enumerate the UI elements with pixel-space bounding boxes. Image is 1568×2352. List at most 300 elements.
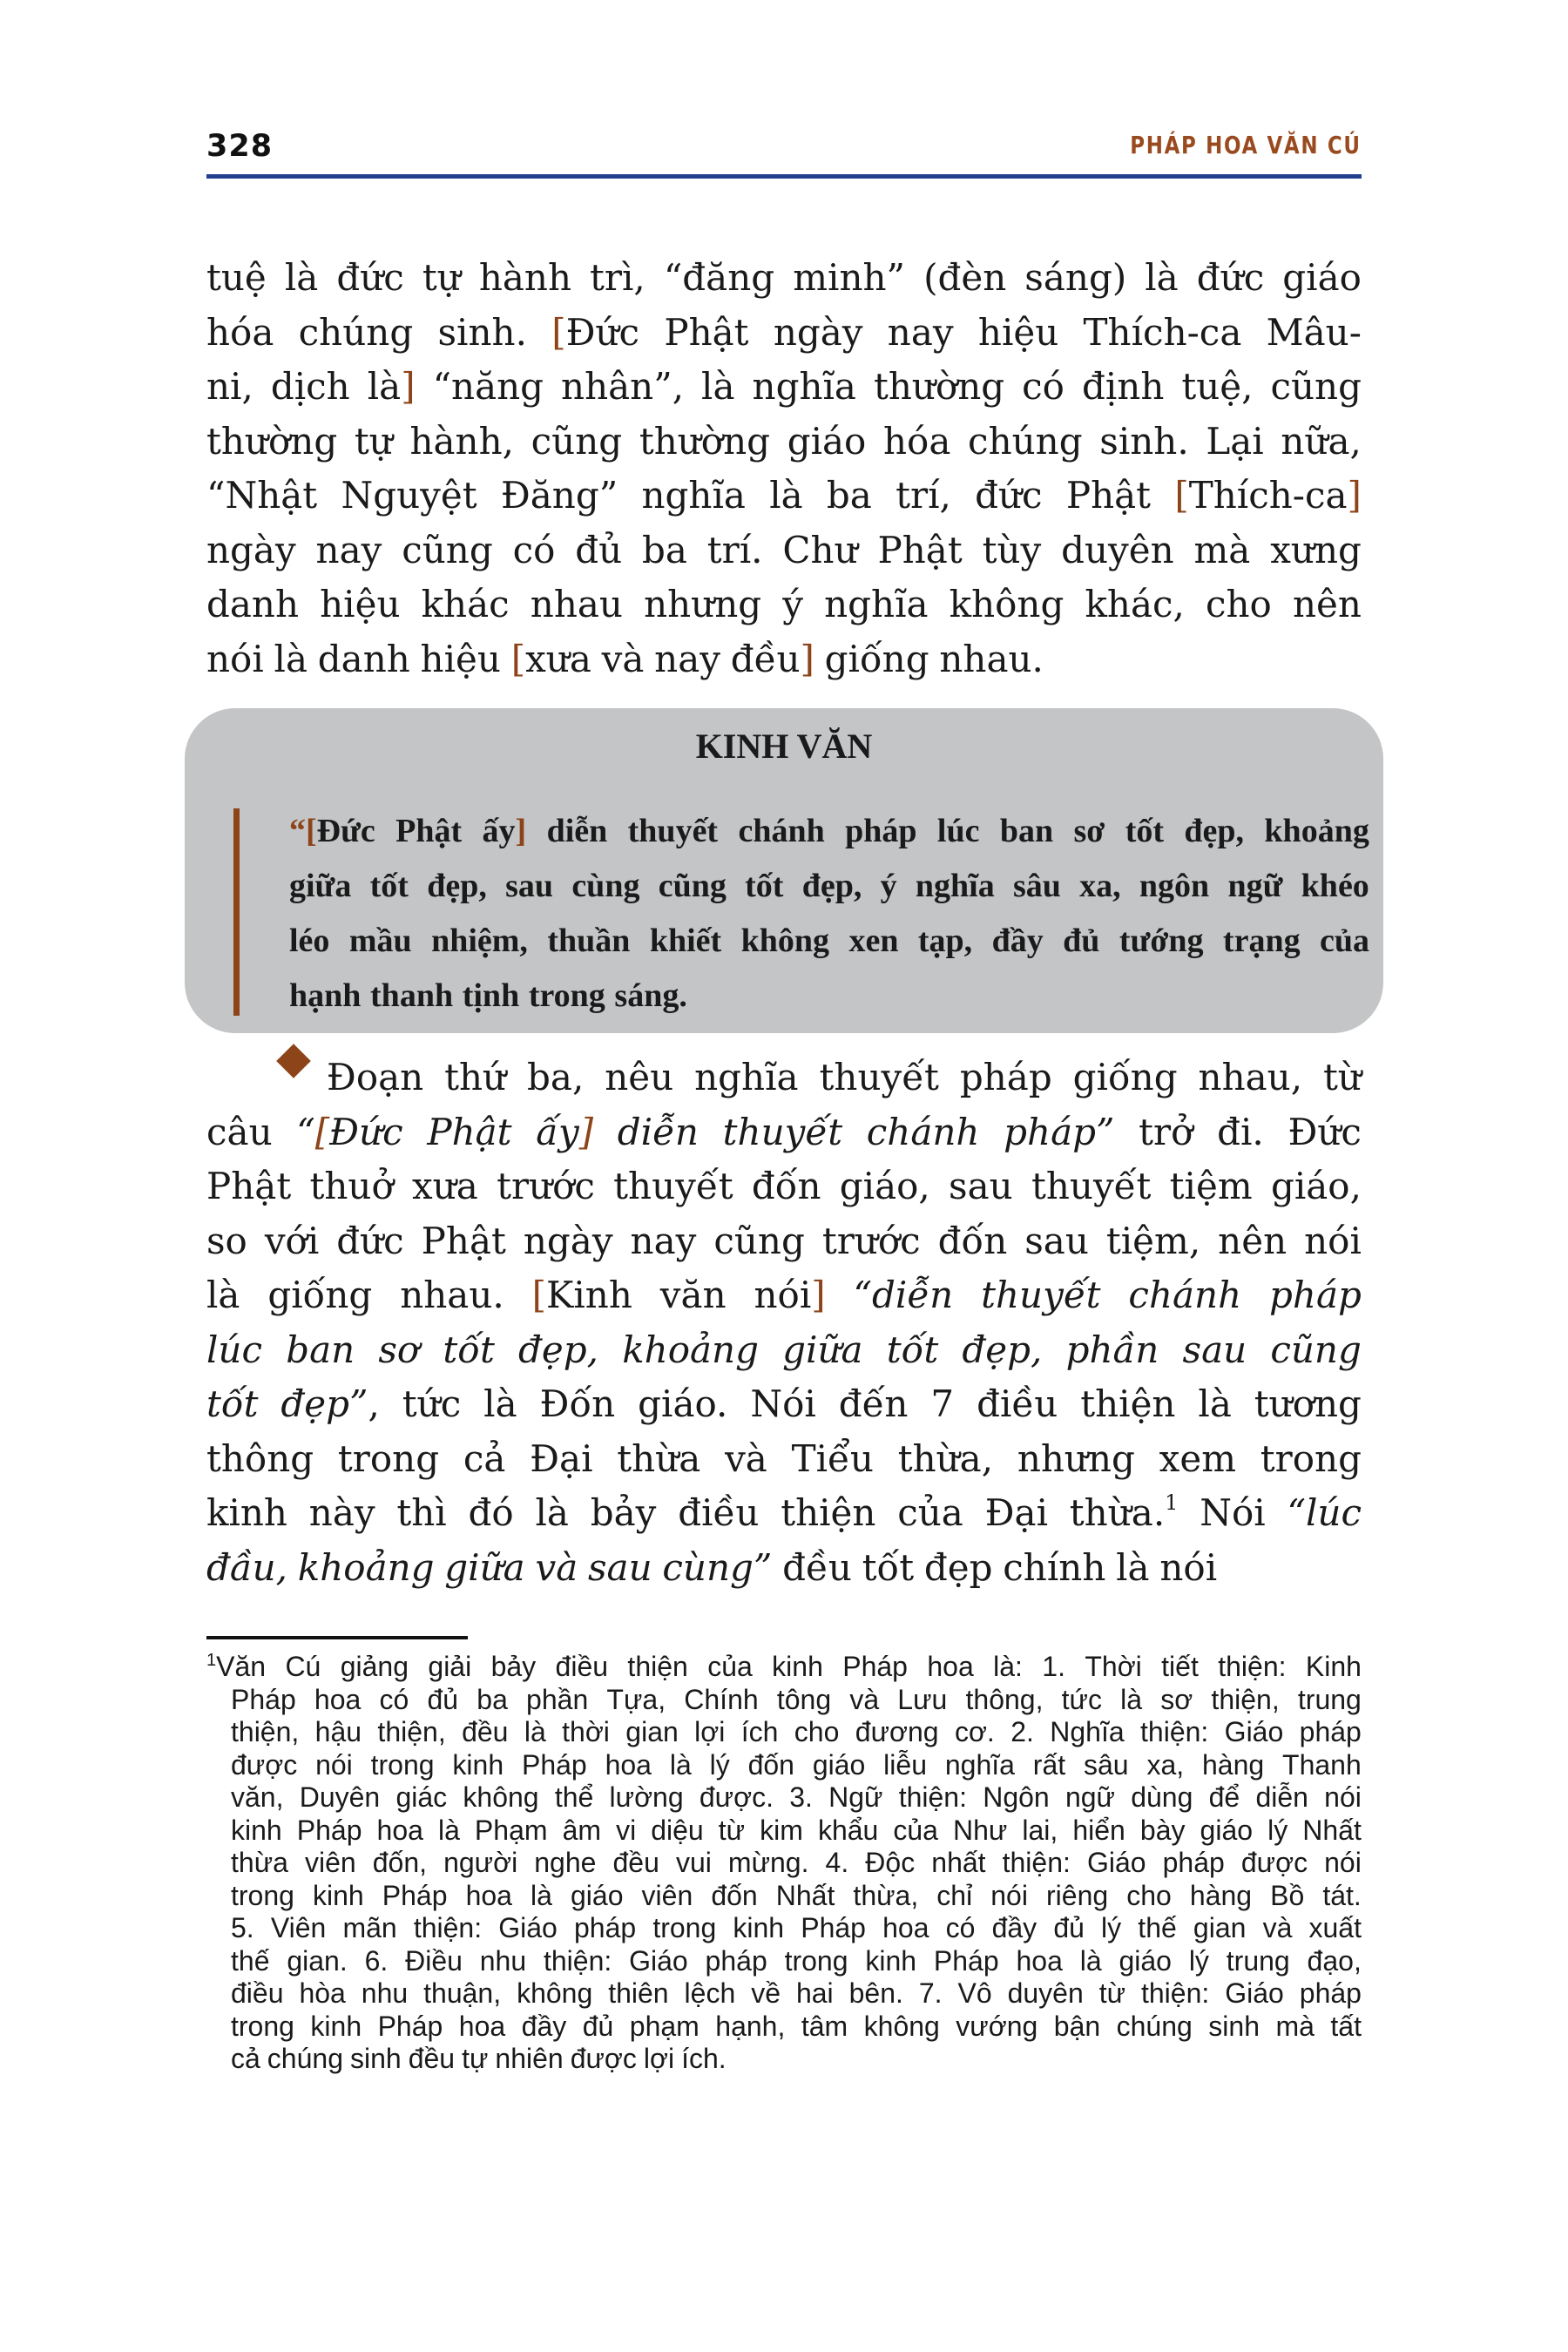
text-run: tốt [886, 1328, 939, 1371]
text-run: cũng [1270, 365, 1362, 408]
text-run: chánh [1128, 1274, 1242, 1316]
text-run: ban [999, 813, 1054, 849]
text-run: nói [1304, 1219, 1362, 1262]
text-run: đẹp, [962, 1328, 1043, 1371]
text-run: đẹp” [280, 1382, 368, 1425]
text-run: nay [315, 528, 382, 571]
text-run: hiệu [420, 637, 501, 680]
footnote-marker: 1 [206, 1651, 217, 1670]
text-line [206, 1214, 1362, 1269]
footnote-line: thiện, hậu thiện, đều là thời gian lợi ích cho đương cơ. 2. Nghĩa thiện: Giáo pháp [231, 1716, 1362, 1747]
text-line [206, 524, 1362, 578]
text-run: khác, [1085, 583, 1185, 625]
text-run: Nói [750, 1382, 816, 1425]
footnote-ref: 1 [1165, 1490, 1179, 1515]
text-run: cùng [571, 868, 640, 904]
text-run: khoảng [1264, 813, 1369, 849]
text-run: xen [848, 923, 899, 959]
text-run: xa, [1079, 868, 1121, 904]
text-run: nêu [605, 1056, 674, 1098]
footnote-line: văn, Duyên giác không thể lường được. 3. Ngữ thiện: Ngôn ngữ dùng để diễn nói [231, 1781, 1362, 1813]
text-run: tự [422, 256, 461, 299]
text-run: thường [873, 365, 1005, 408]
text-run: ba [642, 528, 687, 571]
text-run: thuyết [722, 1110, 843, 1153]
text-run: giữa [444, 1545, 525, 1589]
text-run: cũng [713, 1219, 805, 1262]
text-run: sau [505, 868, 554, 904]
text-run: thừa. [1069, 1491, 1166, 1534]
running-title: PHÁP HOA VĂN CÚ [1130, 131, 1362, 159]
text-run: tiệm [1169, 1165, 1253, 1207]
text-run: đẹp, [518, 1328, 599, 1371]
header-rule [206, 174, 1362, 179]
text-run: hạnh [289, 977, 362, 1014]
text-line [206, 469, 1362, 524]
text-run: tức [402, 1382, 462, 1425]
text-run: ba [826, 474, 872, 517]
text-run: ngữ [1227, 868, 1283, 904]
text-run: tốt [862, 1545, 915, 1589]
editorial-bracket: [ [1174, 474, 1189, 517]
text-run: lúc [206, 1328, 263, 1371]
text-run: Đăng” [500, 474, 618, 517]
text-run: nhiệm, [431, 923, 528, 959]
text-run: danh [206, 583, 300, 625]
text-run: Phật [664, 310, 749, 354]
text-run: là [1116, 1545, 1150, 1589]
text-run: thuở [309, 1165, 394, 1207]
text-run: sau [1182, 1328, 1247, 1371]
text-run: Nguyệt [341, 474, 477, 517]
text-run: sơ [378, 1328, 420, 1371]
text-run: xưng [1270, 528, 1362, 571]
text-run: câu [206, 1110, 273, 1153]
text-run: nhân”, [561, 365, 685, 408]
text-run: ban [286, 1328, 355, 1371]
text-line [289, 969, 1369, 1024]
text-run: dịch [270, 365, 350, 408]
editorial-bracket: ] [515, 813, 527, 849]
text-run: khác [421, 583, 510, 625]
text-run: khéo [1301, 868, 1369, 904]
text-run: nay [654, 637, 720, 680]
text-run: thuyết [613, 1165, 733, 1207]
text-line [206, 1323, 1362, 1378]
text-run: (đèn [923, 256, 1007, 299]
text-run: tướng [1119, 923, 1204, 959]
text-run: đức [975, 474, 1043, 517]
footnote-line: điều hòa nhu thuận, không thiên lệch về hai bên. 7. Vô duyên từ thiện: Giáo pháp [231, 1977, 1362, 2009]
text-line [206, 1432, 1362, 1487]
text-run: là [206, 1274, 240, 1316]
text-run: cũng [1270, 1328, 1362, 1371]
text-line [206, 1051, 1362, 1105]
text-run: cho [1205, 583, 1272, 625]
text-run: cũng [658, 868, 727, 904]
text-run: “năng [432, 365, 544, 408]
text-run: Đức [1288, 1110, 1362, 1153]
text-run: ngày [773, 310, 863, 354]
text-run: Phật [1065, 474, 1152, 517]
text-run: cả [463, 1436, 506, 1480]
text-run: là [769, 474, 803, 517]
text-run: tiệm, [1105, 1219, 1201, 1262]
text-run: hiệu [977, 310, 1059, 354]
text-run: nghĩa [752, 365, 856, 408]
page-header [206, 122, 1362, 179]
text-run: so [206, 1219, 247, 1262]
text-run: tốt [206, 1382, 259, 1425]
text-run: có [1022, 365, 1064, 408]
text-run: đầu, [206, 1545, 288, 1589]
text-run: Chư [782, 528, 858, 571]
footnote-line: thế gian. 6. Điều nhu thiện: Giáo pháp trong kinh Pháp hoa là giáo lý trung đạo, [231, 1944, 1362, 1977]
scripture-quote [289, 804, 1369, 1024]
text-run: nhau. [939, 637, 1044, 680]
footnote-line: trong kinh Pháp hoa là giáo viên đốn Nhất thừa, chỉ nói riêng cho hàng Bồ tát. [231, 1879, 1362, 1911]
text-run: nghĩa [824, 583, 929, 625]
text-line [206, 251, 1362, 306]
text-run: điều [977, 1382, 1058, 1425]
text-run: đều [730, 637, 801, 680]
text-run: là [367, 365, 402, 408]
text-run: văn [659, 1274, 727, 1316]
text-run: pháp” [1004, 1110, 1115, 1153]
text-run: đi. [1217, 1110, 1264, 1153]
text-line [206, 578, 1362, 632]
text-run: chúng [298, 310, 414, 354]
text-run: ngày [206, 528, 296, 571]
text-run: giáo [1282, 256, 1362, 299]
text-run: ý [782, 583, 803, 625]
text-run: Tiểu [791, 1436, 874, 1480]
text-run: Đức [316, 813, 375, 849]
text-run: Thích-ca [1083, 310, 1242, 354]
text-run: minh” [793, 256, 906, 299]
text-run: khoảng [297, 1545, 435, 1589]
text-run: ni, [206, 365, 253, 408]
text-run: hóa [883, 419, 951, 463]
text-run: nhưng [644, 583, 762, 625]
text-run: “lúc [1287, 1491, 1362, 1534]
text-run: hành [478, 256, 572, 299]
text-run: nữa, [1281, 419, 1362, 463]
text-run: cùng” [662, 1545, 773, 1589]
footnote-line: kinh Pháp hoa là Phạm âm vi diệu từ kim khẩu của Như lai, hiển bày giáo lý Nhất [231, 1814, 1362, 1846]
text-run: Nói [1200, 1491, 1266, 1534]
text-run: ngôn [1139, 868, 1210, 904]
text-run: thừa [617, 1436, 701, 1480]
text-run: sau [949, 1165, 1013, 1207]
text-run: danh [317, 637, 410, 680]
text-run: diễn [617, 1110, 699, 1153]
text-run: Phật [206, 1165, 292, 1207]
text-run: pháp [845, 813, 917, 849]
footnote-line: 5. Viên mãn thiện: Giáo pháp trong kinh Pháp hoa có đầy đủ lý thế gian và xuất [231, 1912, 1362, 1943]
text-run: xưa [412, 1165, 478, 1207]
text-run: ấy [536, 1110, 579, 1153]
text-run: thiện [781, 1491, 876, 1534]
text-run: và [725, 1436, 767, 1480]
text-line [206, 1105, 1362, 1160]
diamond-bullet-icon [276, 1044, 311, 1078]
text-run: nay [887, 310, 954, 354]
text-run: mầu [348, 923, 412, 959]
text-line [206, 632, 1362, 687]
editorial-bracket: [ [510, 637, 526, 680]
text-run: thuyết [627, 813, 719, 849]
text-run: tùy [982, 528, 1042, 571]
text-run: phần [1065, 1328, 1159, 1371]
text-run: tự [354, 419, 393, 463]
text-run: định [1081, 365, 1165, 408]
text-run: của [1320, 923, 1369, 959]
text-line [206, 1268, 1362, 1323]
text-run: thông [206, 1436, 314, 1480]
editorial-bracket: ] [811, 1274, 826, 1316]
text-run: kinh [206, 1491, 287, 1534]
text-run: Lại [1206, 419, 1264, 463]
text-run: trong [528, 977, 605, 1014]
text-run: nghĩa [915, 868, 995, 904]
text-run: là [1198, 1382, 1232, 1425]
text-run: tuệ [206, 256, 267, 299]
text-run: hiệu [320, 583, 401, 625]
text-run: chánh [866, 1110, 980, 1153]
footnote-line: $^1$Văn Cú giảng giải bảy điều thiện của kinh Pháp hoa là: 1. Thời tiết thiện: Kinh [206, 1651, 1362, 1682]
text-line [206, 415, 1362, 470]
text-run: đẹp [923, 1545, 993, 1589]
editorial-bracket: “ [289, 813, 306, 849]
text-run: và [601, 637, 645, 680]
text-run: “diễn [853, 1274, 954, 1316]
text-run: thuyết [981, 1274, 1101, 1316]
text-run: trì, [590, 256, 645, 299]
text-run: pháp [959, 1056, 1052, 1098]
text-run: khoảng [622, 1328, 759, 1371]
text-run: chánh [738, 813, 825, 849]
text-run: đến [838, 1382, 909, 1425]
text-run: đủ [1063, 923, 1100, 959]
commentary-paragraph [206, 1051, 1362, 1595]
text-run: tương [1254, 1382, 1362, 1425]
text-run: Phật [877, 528, 963, 571]
text-run: nên [1292, 583, 1362, 625]
text-run: nhau, [1198, 1056, 1303, 1098]
text-run: nghĩa [641, 474, 746, 517]
text-run: Đốn [539, 1382, 616, 1425]
text-run: và [535, 1545, 578, 1589]
scripture-box [185, 708, 1383, 1033]
footnote-separator [206, 1636, 468, 1639]
text-line [206, 1541, 1362, 1596]
text-run: giữa [782, 1328, 863, 1371]
text-run: là [701, 365, 735, 408]
text-run: ba, [527, 1056, 585, 1098]
text-run: Kinh [546, 1274, 632, 1316]
editorial-bracket: ] [578, 1110, 594, 1153]
text-run: trở [1139, 1110, 1193, 1153]
text-run: thì [396, 1491, 447, 1534]
text-run: Đại [984, 1491, 1049, 1534]
text-run: đầy [991, 923, 1044, 959]
text-run: tuệ, [1181, 365, 1254, 408]
text-run: đức [336, 1219, 404, 1262]
text-run: trí. [706, 528, 763, 571]
text-run: ấy [482, 813, 516, 849]
text-run: đủ [575, 528, 623, 571]
text-run: Thích-ca [1188, 474, 1348, 517]
editorial-bracket: ] [1347, 474, 1362, 517]
text-run: nhưng [1017, 1436, 1135, 1480]
text-run: nên [1218, 1219, 1288, 1262]
text-run: Đức [329, 1110, 403, 1153]
text-run: hóa [206, 310, 274, 354]
text-run: ý [880, 868, 897, 904]
footnote-line: Pháp hoa có đủ ba phần Tựa, Chính tông và Lưu thông, tức là sơ thiện, trung [231, 1683, 1362, 1715]
text-run: Đức [565, 310, 640, 354]
text-run: giáo. [638, 1382, 728, 1425]
text-run: thuyết [1031, 1165, 1152, 1207]
text-run: bảy [590, 1491, 657, 1534]
text-run: sau [588, 1545, 652, 1589]
text-run: đẹp, [427, 868, 487, 904]
text-run: “đăng [663, 256, 775, 299]
text-run: giáo, [1270, 1165, 1362, 1207]
editorial-bracket: [ [531, 1274, 546, 1316]
text-run: có [512, 528, 556, 571]
text-run: đẹp, [1184, 813, 1245, 849]
text-run: sáng. [614, 977, 687, 1014]
text-run: sơ [1073, 813, 1105, 849]
text-line [206, 1486, 1362, 1541]
text-run: thường [639, 419, 771, 463]
footnote-line: cả chúng sinh đều tự nhiên được lợi ích. [231, 2043, 727, 2074]
text-run: trạng [1222, 923, 1301, 959]
text-run: sáng) [1024, 256, 1127, 299]
text-run: với [264, 1219, 320, 1262]
text-run: Phật [395, 813, 463, 849]
text-run: không [740, 923, 830, 959]
text-run: chính [1003, 1545, 1106, 1589]
text-run: thừa, [897, 1436, 994, 1480]
editorial-bracket: [ [314, 1110, 330, 1153]
text-run: tốt [369, 868, 409, 904]
text-run: đốn [937, 1219, 1008, 1262]
text-run: đẹp, [801, 868, 862, 904]
text-run: 7 [930, 1382, 955, 1425]
text-run: nay [630, 1219, 697, 1262]
text-run: léo [289, 923, 330, 959]
text-run: ngày [523, 1219, 613, 1262]
text-run: trước [821, 1219, 921, 1262]
text-run: thuyết [819, 1056, 939, 1098]
text-run: tốt [1125, 813, 1165, 849]
text-run: là [483, 1382, 517, 1425]
text-run: nhau [530, 583, 623, 625]
footnote [206, 1651, 1362, 2076]
text-run: giáo, [839, 1165, 930, 1207]
text-run: chúng [968, 419, 1083, 463]
text-run: điều [678, 1491, 760, 1534]
text-run: trong [337, 1436, 440, 1480]
text-run: tốt [443, 1328, 495, 1371]
text-run: Đoạn [326, 1056, 424, 1098]
footnote-line: được nói trong kinh Pháp hoa là lý đốn giáo liễu nghĩa rất sâu xa, hàng Thanh [231, 1748, 1362, 1781]
text-run: thuần [547, 923, 631, 959]
text-run: của [897, 1491, 963, 1534]
scripture-title: KINH VĂN [695, 727, 873, 766]
text-run: đốn [751, 1165, 821, 1207]
text-run: nghĩa [694, 1056, 799, 1098]
text-run: thứ [444, 1056, 507, 1098]
text-run: sâu [1012, 868, 1061, 904]
text-run: duyên [1061, 528, 1174, 571]
text-run: , [368, 1382, 380, 1425]
text-run: nói [206, 637, 264, 680]
text-line [289, 804, 1369, 859]
text-run: nhau. [400, 1274, 504, 1316]
paragraph-continuation [206, 251, 1362, 686]
text-run: xưa [525, 637, 591, 680]
text-run: là [535, 1491, 569, 1534]
text-run: hành, [409, 419, 514, 463]
text-line [206, 1159, 1362, 1214]
scripture-accent-bar [233, 808, 240, 1016]
text-run: tốt [745, 868, 784, 904]
text-run: giống [267, 1274, 373, 1316]
text-run: pháp [1269, 1274, 1362, 1316]
text-run: Phật [421, 1219, 506, 1262]
text-run: là [284, 256, 319, 299]
text-run: Mâu- [1266, 310, 1362, 354]
text-run: tịnh [462, 977, 520, 1014]
footnote-line: trong kinh Pháp hoa đầy đủ phạm hạnh, tâm không vướng bận chúng sinh mà tất [231, 2010, 1362, 2042]
text-line [206, 1377, 1362, 1432]
text-run: đức [336, 256, 404, 299]
text-line [289, 859, 1369, 914]
text-run: cũng [402, 528, 493, 571]
text-run: sau [1024, 1219, 1089, 1262]
text-run: không [949, 583, 1064, 625]
text-line [206, 360, 1362, 415]
text-run: trước [497, 1165, 595, 1207]
text-run: đó [468, 1491, 514, 1534]
text-run: là [274, 637, 308, 680]
text-run: giữa [289, 868, 352, 904]
text-run: giống [824, 637, 929, 680]
text-run: khiết [649, 923, 722, 959]
editorial-bracket: ] [401, 365, 416, 408]
text-run: trong [1260, 1436, 1362, 1480]
text-line [206, 306, 1362, 361]
text-run: Đại [530, 1436, 593, 1480]
text-run: giống [1072, 1056, 1178, 1098]
text-run: trí, [896, 474, 951, 517]
editorial-bracket: [ [551, 310, 566, 354]
text-run: tạp, [917, 923, 973, 959]
text-run: thường [206, 419, 338, 463]
text-run: lúc [936, 813, 980, 849]
text-run: sinh. [1099, 419, 1189, 463]
text-run: là [1145, 256, 1179, 299]
text-run: nói [754, 1274, 812, 1316]
text-run: cũng [531, 419, 623, 463]
text-run: thanh [370, 977, 454, 1014]
text-run: “Nhật [206, 474, 318, 517]
text-run: từ [1323, 1056, 1362, 1098]
